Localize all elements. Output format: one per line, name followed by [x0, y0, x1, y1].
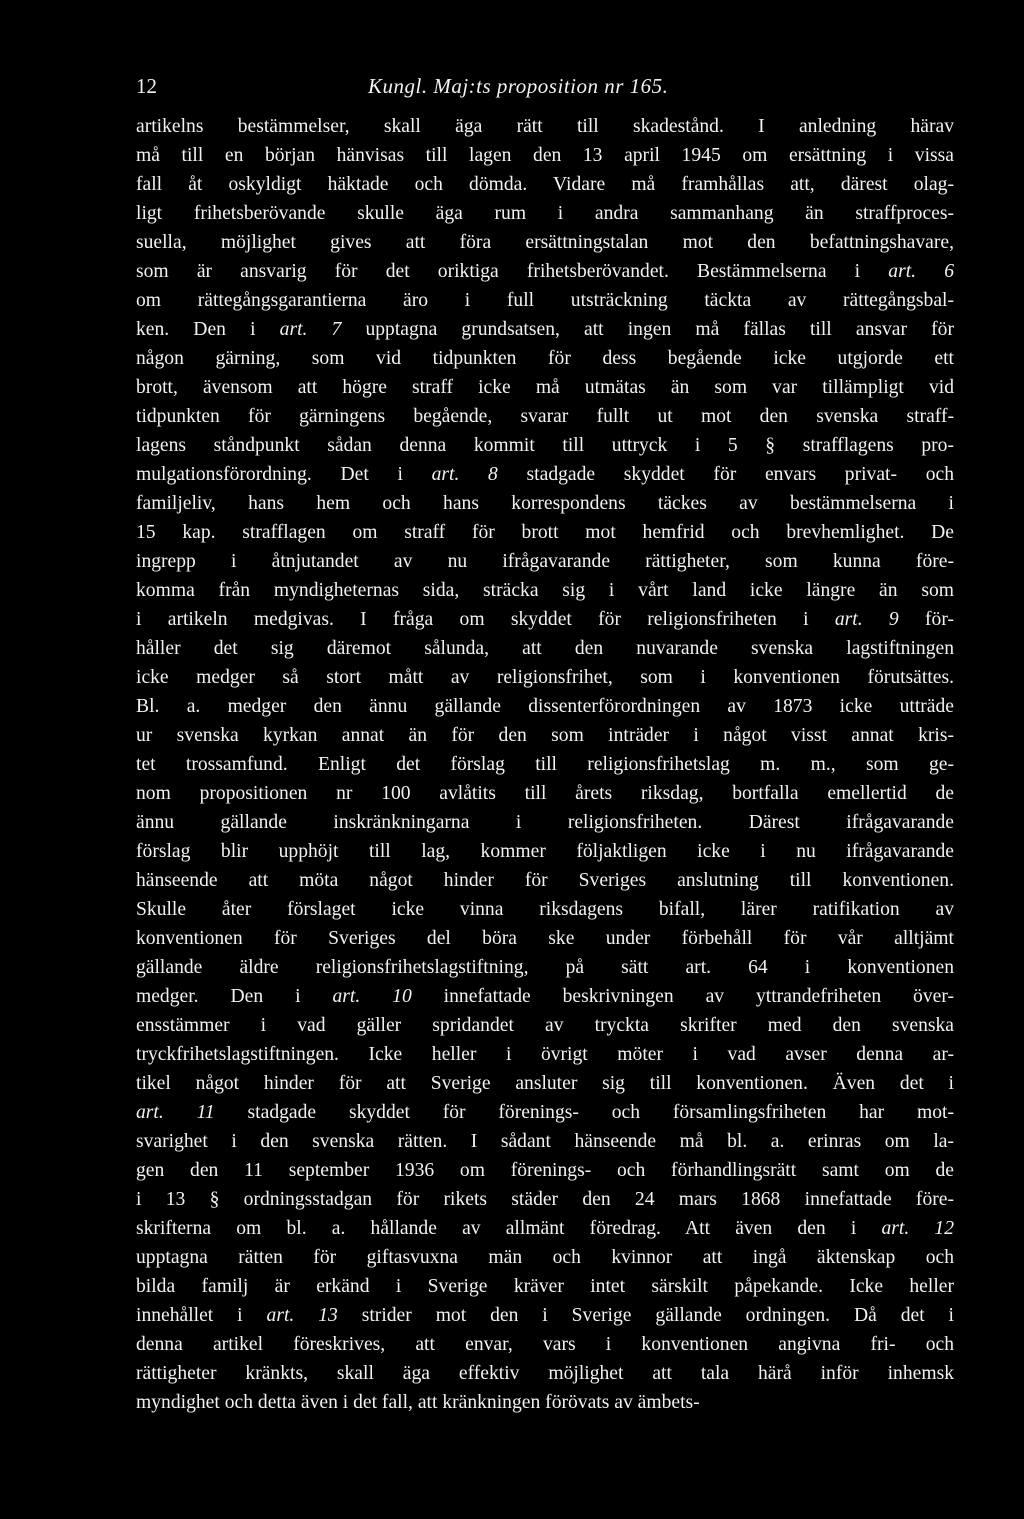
text-line: medger. Den i art. 10 innefattade beskrivningen av yttrandefriheten över- [136, 986, 954, 1007]
text-line: i 13 § ordningsstadgan för rikets städer den 24 mars 1868 innefattade före- [136, 1189, 954, 1210]
text-line: lagens ståndpunkt sådan denna kommit till uttryck i 5 § strafflagens pro- [136, 435, 954, 456]
text-line: hänseende att möta något hinder för Sveriges anslutning till konventionen. [136, 870, 954, 891]
text-line: nom propositionen nr 100 avlåtits till årets riksdag, bortfalla emellertid de [136, 783, 954, 804]
text-line: mulgationsförordning. Det i art. 8 stadgade skyddet för envars privat- och [136, 464, 954, 485]
text-line: suella, möjlighet gives att föra ersättningstalan mot den befattningshavare, [136, 232, 954, 253]
text-line: 15 kap. strafflagen om straff för brott mot hemfrid och brevhemlighet. De [136, 522, 954, 543]
text-line: förslag blir upphöjt till lag, kommer följaktligen icke i nu ifrågavarande [136, 841, 954, 862]
text-line: ingrepp i åtnjutandet av nu ifrågavarande rättigheter, som kunna före- [136, 551, 954, 572]
text-line: rättigheter kränkts, skall äga effektiv möjlighet att tala härå inför inhemsk [136, 1363, 954, 1384]
text-line: Skulle åter förslaget icke vinna riksdagens bifall, lärer ratifikation av [136, 899, 954, 920]
text-line: artikelns bestämmelser, skall äga rätt till skadestånd. I anledning härav [136, 116, 954, 137]
text-line: art. 11 stadgade skyddet för förenings- och församlingsfriheten har mot- [136, 1102, 954, 1123]
text-line: ligt frihetsberövande skulle äga rum i andra sammanhang än straffproces- [136, 203, 954, 224]
text-line: skrifterna om bl. a. hållande av allmänt föredrag. Att även den i art. 12 [136, 1218, 954, 1239]
page-header [136, 70, 954, 104]
text-line: brott, ävensom att högre straff icke må utmätas än som var tillämpligt vid [136, 377, 954, 398]
text-line: gällande äldre religionsfrihetslagstiftning, på sätt art. 64 i konventionen [136, 957, 954, 978]
running-title: Kungl. Maj:ts proposition nr 165. [368, 74, 669, 98]
text-line: i artikeln medgivas. I fråga om skyddet för religionsfriheten i art. 9 för- [136, 609, 954, 630]
text-line: om rättegångsgarantierna äro i full utsträckning täckta av rättegångsbal- [136, 290, 954, 311]
text-line: konventionen för Sveriges del böra ske under förbehåll för vår alltjämt [136, 928, 954, 949]
text-line: tikel något hinder för att Sverige ansluter sig till konventionen. Även det i [136, 1073, 954, 1094]
text-line: Bl. a. medger den ännu gällande dissenterförordningen av 1873 icke utträde [136, 696, 954, 717]
text-line: ensstämmer i vad gäller spridandet av tryckta skrifter med den svenska [136, 1015, 954, 1036]
text-line: icke medger så stort mått av religionsfrihet, som i konventionen förutsättes. [136, 667, 954, 688]
text-line: tidpunkten för gärningens begående, svarar fullt ut mot den svenska straff- [136, 406, 954, 427]
text-line: gen den 11 september 1936 om förenings- och förhandlingsrätt samt om de [136, 1160, 954, 1181]
text-line: fall åt oskyldigt häktade och dömda. Vidare må framhållas att, därest olag- [136, 174, 954, 195]
text-line: som är ansvarig för det oriktiga frihetsberövandet. Bestämmelserna i art. 6 [136, 261, 954, 282]
text-line: någon gärning, som vid tidpunkten för dess begående icke utgjorde ett [136, 348, 954, 369]
text-line: denna artikel föreskrives, att envar, vars i konventionen angivna fri- och [136, 1334, 954, 1355]
body-text [136, 112, 954, 1417]
text-line: ken. Den i art. 7 upptagna grundsatsen, att ingen må fällas till ansvar för [136, 319, 954, 340]
text-line: må till en början hänvisas till lagen den 13 april 1945 om ersättning i vissa [136, 145, 954, 166]
text-line: komma från myndigheternas sida, sträcka sig i vårt land icke längre än som [136, 580, 954, 601]
text-line: familjeliv, hans hem och hans korrespondens täckes av bestämmelserna i [136, 493, 954, 514]
text-line: tryckfrihetslagstiftningen. Icke heller i övrigt möter i vad avser denna ar- [136, 1044, 954, 1065]
text-line: bilda familj är erkänd i Sverige kräver intet särskilt påpekande. Icke heller [136, 1276, 954, 1297]
text-line: myndighet och detta även i det fall, att kränkningen förövats av ämbets- [136, 1392, 700, 1413]
text-line: ännu gällande inskränkningarna i religionsfriheten. Därest ifrågavarande [136, 812, 954, 833]
text-line: tet trossamfund. Enligt det förslag till religionsfrihetslag m. m., som ge- [136, 754, 954, 775]
text-line: upptagna rätten för giftasvuxna män och kvinnor att ingå äktenskap och [136, 1247, 954, 1268]
text-line: svarighet i den svenska rätten. I sådant hänseende må bl. a. erinras om la- [136, 1131, 954, 1152]
text-line: ur svenska kyrkan annat än för den som inträder i något visst annat kris- [136, 725, 954, 746]
text-line: håller det sig däremot sålunda, att den nuvarande svenska lagstiftningen [136, 638, 954, 659]
page-number: 12 [136, 74, 157, 98]
text-line: innehållet i art. 13 strider mot den i Sverige gällande ordningen. Då det i [136, 1305, 954, 1326]
